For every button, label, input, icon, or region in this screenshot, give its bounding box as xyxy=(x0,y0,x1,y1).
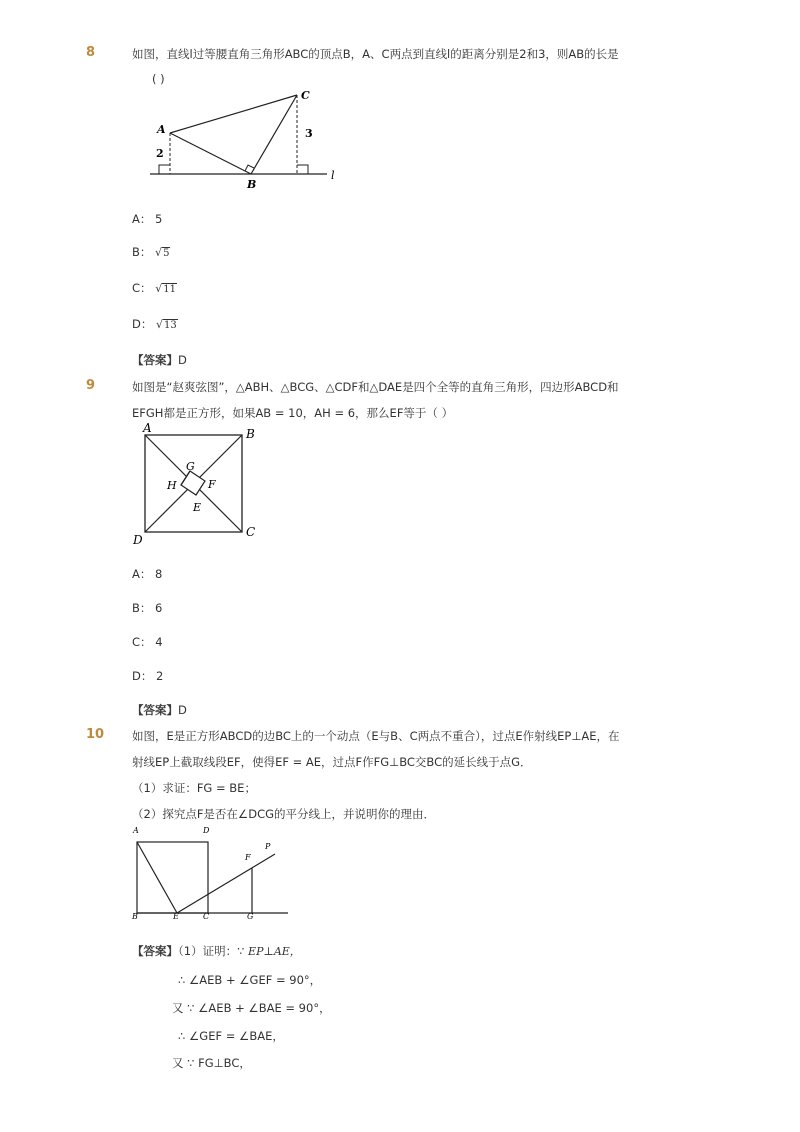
question-8-text-line2: ( ) xyxy=(152,72,165,86)
q9-option-b-label: B： xyxy=(132,601,152,615)
q8-option-c-value: 11 xyxy=(163,284,176,295)
q8-option-b-value: 5 xyxy=(163,248,170,259)
q10-label-b: B xyxy=(132,912,138,921)
q10-proof-step-4: ∴ ∠GEF = ∠BAE， xyxy=(178,1029,284,1043)
q9-answer xyxy=(132,702,187,718)
q9-label-c: C xyxy=(246,525,256,539)
q8-label-l: l xyxy=(331,169,335,182)
q10-answer-intro: （1）证明：∵ xyxy=(178,944,245,958)
q8-option-d[interactable] xyxy=(132,316,178,332)
q8-answer-value: D xyxy=(178,353,187,367)
question-10-text-line2: 射线EP上截取线段EF，使得EF = AE，过点F作FG⊥BC交BC的延长线于点G． xyxy=(132,755,532,769)
q10-label-a: A xyxy=(133,826,139,835)
q8-distance-2: 2 xyxy=(156,147,164,160)
question-9-number: 9 xyxy=(86,378,96,393)
q8-option-c-label: C： xyxy=(132,281,152,295)
sqrt-icon: √ xyxy=(155,282,163,295)
q10-proof-step-5: 又 ∵ FG⊥BC， xyxy=(172,1056,251,1070)
q9-option-c-value: 4 xyxy=(155,635,163,649)
q10-label-g: G xyxy=(247,912,254,921)
q9-option-d-label: D： xyxy=(132,669,153,683)
q9-label-e: E xyxy=(193,501,202,514)
q10-proof-step-3: 又 ∵ ∠AEB + ∠BAE = 90°， xyxy=(172,1001,331,1015)
q8-option-b[interactable] xyxy=(132,244,170,260)
q9-option-a-label: A： xyxy=(132,567,152,581)
q8-label-b: B xyxy=(247,178,257,191)
q8-option-d-value: 13 xyxy=(164,320,177,331)
q9-option-b[interactable] xyxy=(132,600,162,616)
q8-option-a-label: A： xyxy=(132,212,152,226)
q9-option-d-value: 2 xyxy=(156,669,164,683)
q10-answer-line1 xyxy=(132,943,301,959)
q9-option-b-value: 6 xyxy=(155,601,163,615)
q10-label-c: C xyxy=(203,912,210,921)
q8-option-a[interactable] xyxy=(132,211,162,227)
question-9-text-line2: EFGH都是正方形，如果AB = 10，AH = 6，那么EF等于（ ） xyxy=(132,406,454,420)
q10-proof-step-1: EP⊥AE， xyxy=(248,945,301,958)
q9-option-c-label: C： xyxy=(132,635,152,649)
question-9-text-line1: 如图是“赵爽弦图”，△ABH、△BCG、△CDF和△DAE是四个全等的直角三角形，四边形ABCD和 xyxy=(132,380,619,394)
question-10-figure xyxy=(130,822,300,922)
sqrt-icon: √ xyxy=(156,318,164,331)
q9-answer-tag: 【答案】 xyxy=(132,703,178,717)
q8-answer-tag: 【答案】 xyxy=(132,353,178,367)
q8-option-d-label: D： xyxy=(132,317,153,331)
q9-label-b: B xyxy=(246,427,255,441)
q8-option-c[interactable] xyxy=(132,280,177,296)
question-8-text-line1: 如图，直线l过等腰直角三角形ABC的顶点B，A、C两点到直线l的距离分别是2和3，则AB的长是 xyxy=(132,47,619,61)
q10-answer-tag: 【答案】 xyxy=(132,944,178,958)
q9-label-f: F xyxy=(208,478,216,491)
q8-option-a-value: 5 xyxy=(155,212,163,226)
q10-label-d: D xyxy=(203,826,210,835)
q9-label-d: D xyxy=(133,533,143,547)
q9-option-c[interactable] xyxy=(132,634,163,650)
q10-label-f: F xyxy=(245,853,251,862)
sqrt-icon: √ xyxy=(155,246,163,259)
q9-label-h: H xyxy=(167,479,177,492)
q9-label-g: G xyxy=(186,460,195,473)
q8-answer xyxy=(132,352,187,368)
question-10-part1: （1）求证：FG = BE； xyxy=(132,781,256,795)
q9-answer-value: D xyxy=(178,703,187,717)
q9-option-d[interactable] xyxy=(132,668,163,684)
q9-option-a[interactable] xyxy=(132,566,162,582)
q10-label-p: P xyxy=(265,842,271,851)
question-8-figure xyxy=(145,85,345,195)
q10-proof-step-2: ∴ ∠AEB + ∠GEF = 90°， xyxy=(178,973,322,987)
q9-option-a-value: 8 xyxy=(155,567,163,581)
question-8-number: 8 xyxy=(86,45,96,60)
question-10-part2: （2）探究点F是否在∠DCG的平分线上，并说明你的理由． xyxy=(132,807,436,821)
question-9-figure xyxy=(130,420,270,550)
question-10-text-line1: 如图，E是正方形ABCD的边BC上的一个动点（E与B、C两点不重合），过点E作射线EP⊥AE，在 xyxy=(132,729,620,743)
q10-label-e: E xyxy=(173,912,179,921)
q9-label-a: A xyxy=(143,421,152,435)
q8-label-c: C xyxy=(301,89,310,102)
q8-option-b-label: B： xyxy=(132,245,152,259)
q8-label-a: A xyxy=(157,123,166,136)
question-10-number: 10 xyxy=(86,727,105,742)
q8-distance-3: 3 xyxy=(305,127,313,140)
